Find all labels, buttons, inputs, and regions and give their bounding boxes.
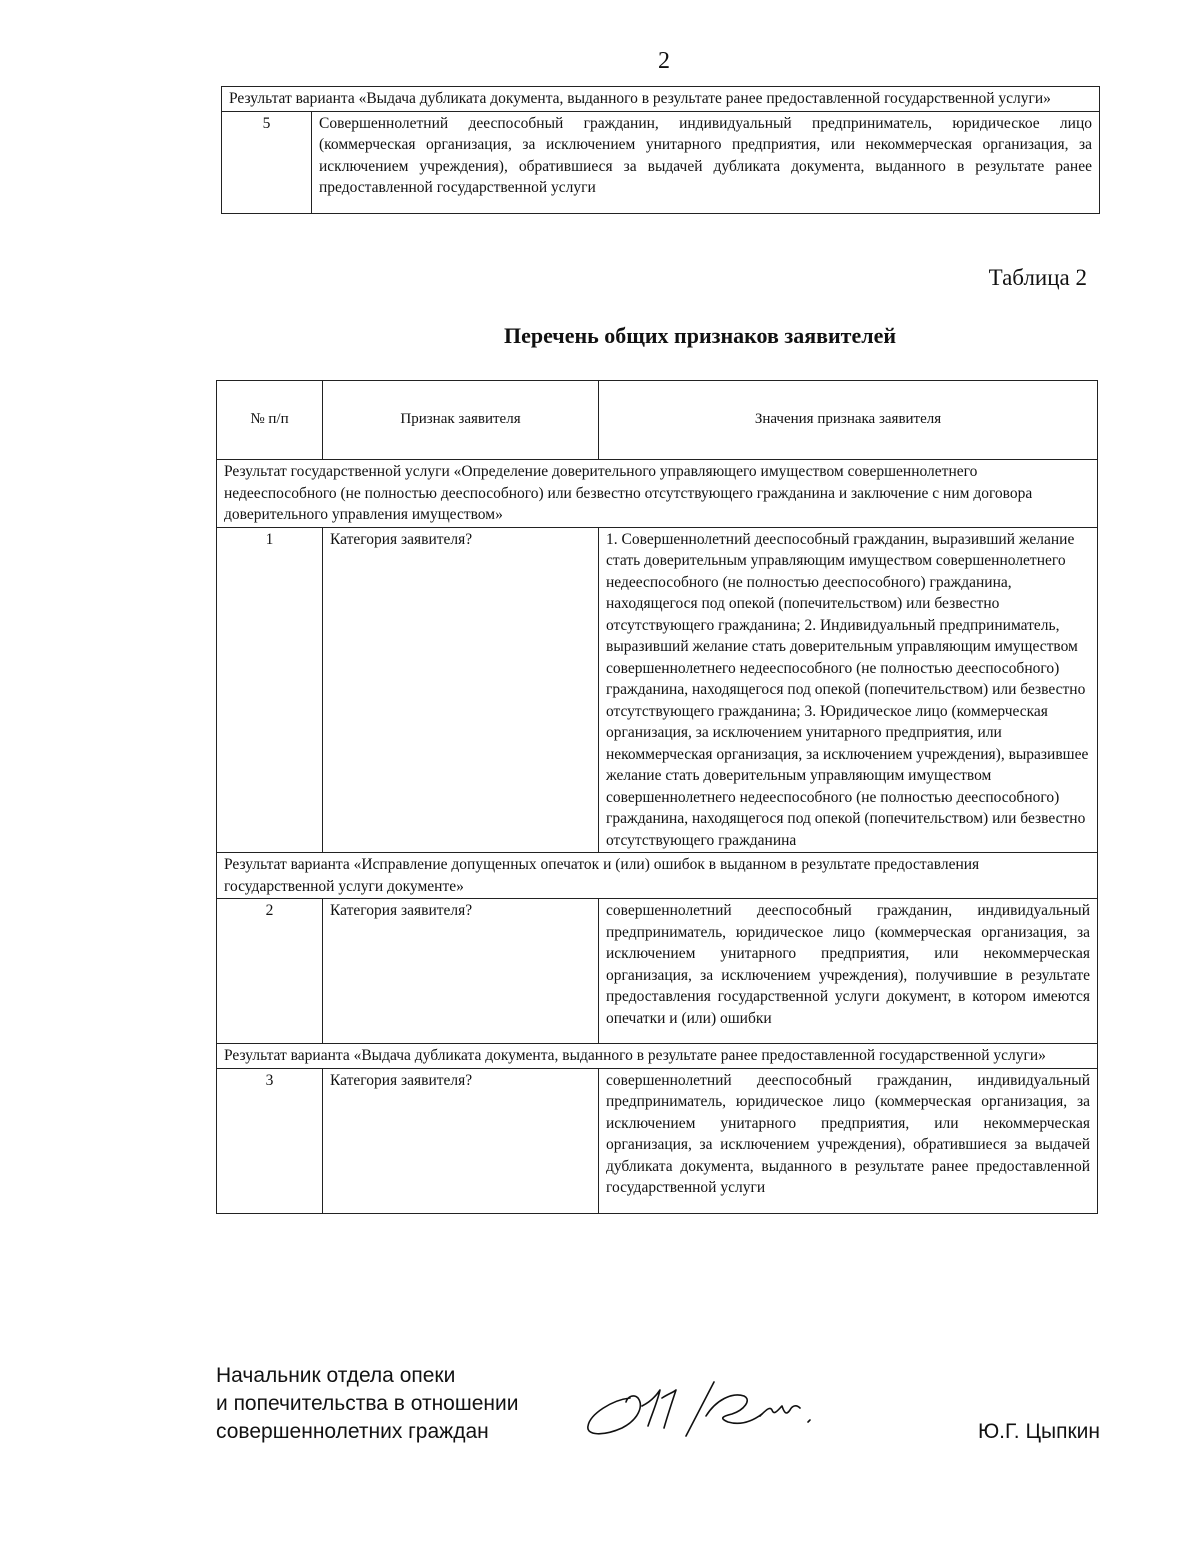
row-number: 5 [222,111,312,213]
table-section-header-row [222,87,1100,112]
row-number: 1 [217,527,323,853]
section-header: Результат варианта «Выдача дубликата документа, выданного в результате ранее предоставленной государственной услуги» [217,1044,1098,1069]
section-header: Результат варианта «Выдача дубликата документа, выданного в результате ранее предоставленной государственной услуги» [222,87,1100,112]
table-row [217,527,1098,853]
table-row [217,899,1098,1044]
applicant-features-table [216,380,1098,1214]
table-section-header-row [217,1044,1098,1069]
table-row [217,1068,1098,1213]
row-feature: Категория заявителя? [323,899,599,1044]
row-feature: Категория заявителя? [323,1068,599,1213]
section-header: Результат варианта «Исправление допущенных опечаток и (или) ошибок в выданном в результате предоставления государственной услуги документе» [217,853,1098,899]
row-number: 3 [217,1068,323,1213]
signer-position [216,1362,518,1446]
table-section-header-row [217,460,1098,528]
handwritten-signature [582,1376,832,1446]
row-value: совершеннолетний дееспособный гражданин, индивидуальный предприниматель, юридическое лицо (коммерческая организация, за исключением унитарного предприятия, или некоммерческая организация, за исключением учреждения), обратившиеся за выдачей дубликата документа, выданного в результате ранее предоставленной государственной услуги [599,1068,1098,1213]
row-feature: Категория заявителя? [323,527,599,853]
column-header-value: Значения признака заявителя [599,381,1098,460]
continued-applicants-table [221,86,1100,214]
row-value: 1. Совершеннолетний дееспособный гражданин, выразивший желание стать доверительным управляющим имуществом совершеннолетнего недееспособного (не полностью дееспособного) гражданина, находящегося под опекой (попечительством) или безвестно отсутствующего гражданина; 2. Индивидуальный предприниматель, выразивший желание стать доверительным управляющим имуществом совершеннолетнего недееспособного (не полностью дееспособного) гражданина, находящегося под опекой (попечительством) или безвестно отсутствующего гражданина; 3. Юридическое лицо (коммерческая организация, за исключением унитарного предприятия, или некоммерческая организация, за исключением учреждения), выразившее желание стать доверительным управляющим имуществом совершеннолетнего недееспособного (не полностью дееспособного) гражданина, находящегося под опекой (попечительством) или безвестно отсутствующего гражданина [599,527,1098,853]
page-number: 2 [658,48,670,74]
signer-position-line: Начальник отдела опеки [216,1364,456,1387]
row-value: совершеннолетний дееспособный гражданин, индивидуальный предприниматель, юридическое лицо (коммерческая организация, за исключением унитарного предприятия, или некоммерческая организация, за исключением учреждения), получившие в результате предоставления государственной услуги документ, в котором имеются опечатки и (или) ошибки [599,899,1098,1044]
column-header-feature: Признак заявителя [323,381,599,460]
signer-position-line: совершеннолетних граждан [216,1420,489,1443]
section-header: Результат государственной услуги «Определение доверительного управляющего имуществом совершеннолетнего недееспособного (не полностью дееспособного) или безвестно отсутствующего гражданина и заключение с ним договора доверительного управления имуществом» [217,460,1098,528]
table-row [222,111,1100,213]
table-title: Перечень общих признаков заявителей [503,323,897,348]
table-section-header-row [217,853,1098,899]
row-number: 2 [217,899,323,1044]
column-header-number: № п/п [217,381,323,460]
table-caption: Таблица 2 [988,265,1087,290]
row-text: Совершеннолетний дееспособный гражданин, индивидуальный предприниматель, юридическое лицо (коммерческая организация, за исключением унитарного предприятия, или некоммерческая организация, за исключением учреждения), обратившиеся за выдачей дубликата документа, выданного в результате ранее предоставленной государственной услуги [312,111,1100,213]
table-header-row [217,381,1098,460]
signer-name: Ю.Г. Цыпкин [977,1420,1100,1443]
signer-position-line: и попечительства в отношении [216,1392,519,1415]
